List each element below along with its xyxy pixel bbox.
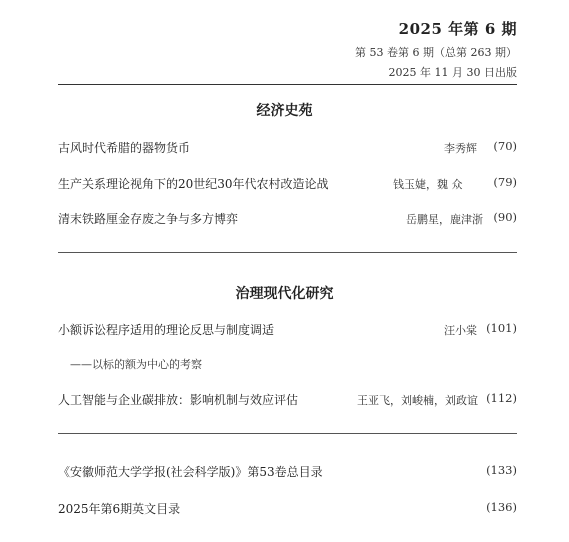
toc-entry-author: 岳鹏星，鹿津浙 <box>406 213 483 226</box>
section-divider <box>58 252 517 253</box>
toc-entry-title[interactable]: 清末铁路厘金存废之争与多方博弈 <box>58 212 239 226</box>
toc-entry-author: 钱玉婕，魏 众 <box>393 178 463 191</box>
toc-entry-title[interactable]: 生产关系理论视角下的20世纪30年代农村改造论战 <box>58 177 329 191</box>
toc-entry-subtitle: ——以标的额为中心的考察 <box>70 358 202 371</box>
issue-volume-line: 第 53 卷第 6 期（总第 263 期） <box>355 46 517 59</box>
toc-entry-title[interactable]: 人工智能与企业碳排放：影响机制与效应评估 <box>58 393 299 407</box>
toc-entry-page: (70) <box>493 139 517 153</box>
section-divider <box>58 433 517 434</box>
toc-entry-page: (136) <box>486 500 517 514</box>
toc-entry-title[interactable]: 小额诉讼程序适用的理论反思与制度调适 <box>58 323 275 337</box>
toc-entry-page: (101) <box>486 321 517 335</box>
toc-entry-page: (79) <box>493 175 517 189</box>
header-divider <box>58 84 517 85</box>
toc-entry-page: (133) <box>486 463 517 477</box>
toc-entry-page: (112) <box>486 391 517 405</box>
toc-entry-title[interactable]: 《安徽师范大学学报(社会科学版)》第53卷总目录 <box>58 465 323 479</box>
toc-entry-page: (90) <box>493 210 517 224</box>
toc-entry-title[interactable]: 古风时代希腊的器物货币 <box>58 141 191 155</box>
issue-title: 2025 年第 6 期 <box>398 20 517 38</box>
toc-entry-author: 汪小棠 <box>444 324 477 337</box>
section-title-economic-history: 经济史苑 <box>256 103 313 119</box>
toc-entry-author: 王亚飞，刘峻楠，刘政谊 <box>357 394 478 407</box>
section-title-governance-modernization: 治理现代化研究 <box>235 286 334 302</box>
toc-entry-author: 李秀辉 <box>444 142 477 155</box>
issue-date-line: 2025 年 11 月 30 日出版 <box>388 66 517 79</box>
toc-entry-title[interactable]: 2025年第6期英文目录 <box>58 502 181 516</box>
